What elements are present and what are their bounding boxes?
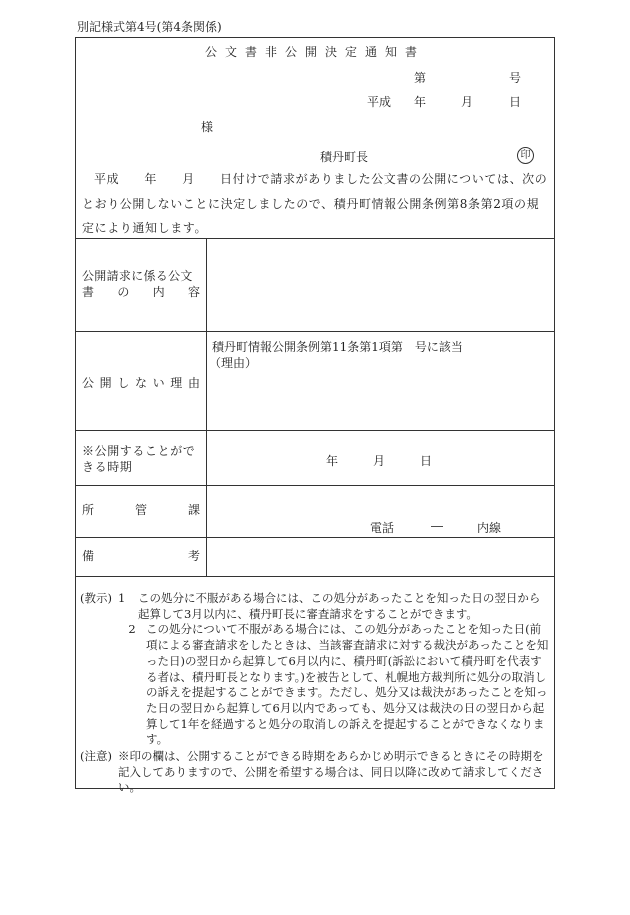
divider <box>75 430 555 431</box>
label-char: い <box>152 376 165 390</box>
attention-label: (注意) <box>80 749 112 764</box>
label-char: 備 <box>82 549 95 563</box>
disclosure-timing-label: ※公開することができる時期 <box>82 444 196 474</box>
label-line <box>82 284 200 300</box>
sender-name: 積丹町長 <box>320 150 369 164</box>
label-line: 公開請求に係る公文 <box>82 269 193 283</box>
attention-text: ※印の欄は、公開することができる時期をあらかじめ明示できるときにその時期を記入してありますので、公開を希望する場合は、同日以降に改めて請求してください。 <box>118 749 544 795</box>
document-title: 公文書非公開決定通知書 <box>204 45 425 59</box>
non-disclosure-reason-label <box>82 375 200 391</box>
timing-day: 日 <box>420 454 433 468</box>
label-char: 管 <box>134 503 147 517</box>
divider <box>75 331 555 332</box>
divider <box>75 576 555 577</box>
label-char: 容 <box>187 285 200 299</box>
attention-item <box>80 749 550 796</box>
number-prefix: 第 <box>414 71 427 85</box>
timing-month: 月 <box>373 454 386 468</box>
item-text: この処分に不服がある場合には、この処分があったことを知った日の翌日から起算して3月以内に、積丹町長に審査請求をすることができます。 <box>138 591 541 621</box>
instruction-item-1 <box>80 591 550 622</box>
remarks-label <box>82 548 200 564</box>
department-label <box>82 502 200 518</box>
label-char: 課 <box>187 503 200 517</box>
phone-dash: ― <box>431 519 443 533</box>
date-day: 日 <box>509 95 522 109</box>
column-divider <box>206 238 207 576</box>
reason-provision: 積丹町情報公開条例第11条第1項第 号に該当 <box>212 340 463 354</box>
date-era: 平成 <box>367 95 392 109</box>
label-char: 開 <box>99 376 112 390</box>
label-char: 理 <box>170 376 183 390</box>
phone-label: 電話 <box>370 521 395 535</box>
label-char: の <box>117 285 130 299</box>
number-suffix: 号 <box>509 71 522 85</box>
form-caption: 別記様式第4号(第4条関係) <box>77 20 222 34</box>
label-char: 書 <box>82 285 95 299</box>
label-char: 考 <box>187 549 200 563</box>
label-char: 公 <box>82 376 95 390</box>
date-year: 年 <box>414 95 427 109</box>
instruction-item-2 <box>80 622 550 748</box>
seal-mark: 印 <box>517 147 534 164</box>
notice-body: 平成 年 月 日付けで請求がありました公文書の公開については、次のとおり公開しないことに決定しましたので、積丹町情報公開条例第8条第2項の規定により通知します。 <box>82 172 548 235</box>
label-char: 内 <box>152 285 165 299</box>
item-number: 1 <box>118 591 126 605</box>
instructions-notes <box>80 591 550 796</box>
label-char: 所 <box>82 503 95 517</box>
divider <box>75 537 555 538</box>
reason-heading: （理由） <box>209 356 258 370</box>
divider <box>75 485 555 486</box>
label-char: な <box>134 376 147 390</box>
addressee-suffix: 様 <box>201 120 214 134</box>
document-contents-label <box>82 268 200 300</box>
instruction-label: (教示) <box>80 591 112 605</box>
item-text: この処分について不服がある場合には、この処分があったことを知った日(前項による審査請求をしたときは、当該審査請求に対する裁決があったことを知った日)の翌日から起算して6月以内に、積丹町(訴訟において積丹町を代表する者は、積丹町長となります。)を被告として、札幌地方裁判所に処分の取消しの訴えを提起することができます。ただし、処分又は裁決があったことを知った日の翌日から起算して6月以内であっても、処分又は裁決の日の翌日から起算して1年を経過すると処分の取消しの訴えを提起することができなくなります。 <box>146 622 549 747</box>
label-char: 由 <box>187 376 200 390</box>
label-char: し <box>117 376 130 390</box>
date-month: 月 <box>461 95 474 109</box>
extension-label: 内線 <box>477 521 502 535</box>
timing-year: 年 <box>326 454 339 468</box>
item-number: 2 <box>128 622 136 637</box>
